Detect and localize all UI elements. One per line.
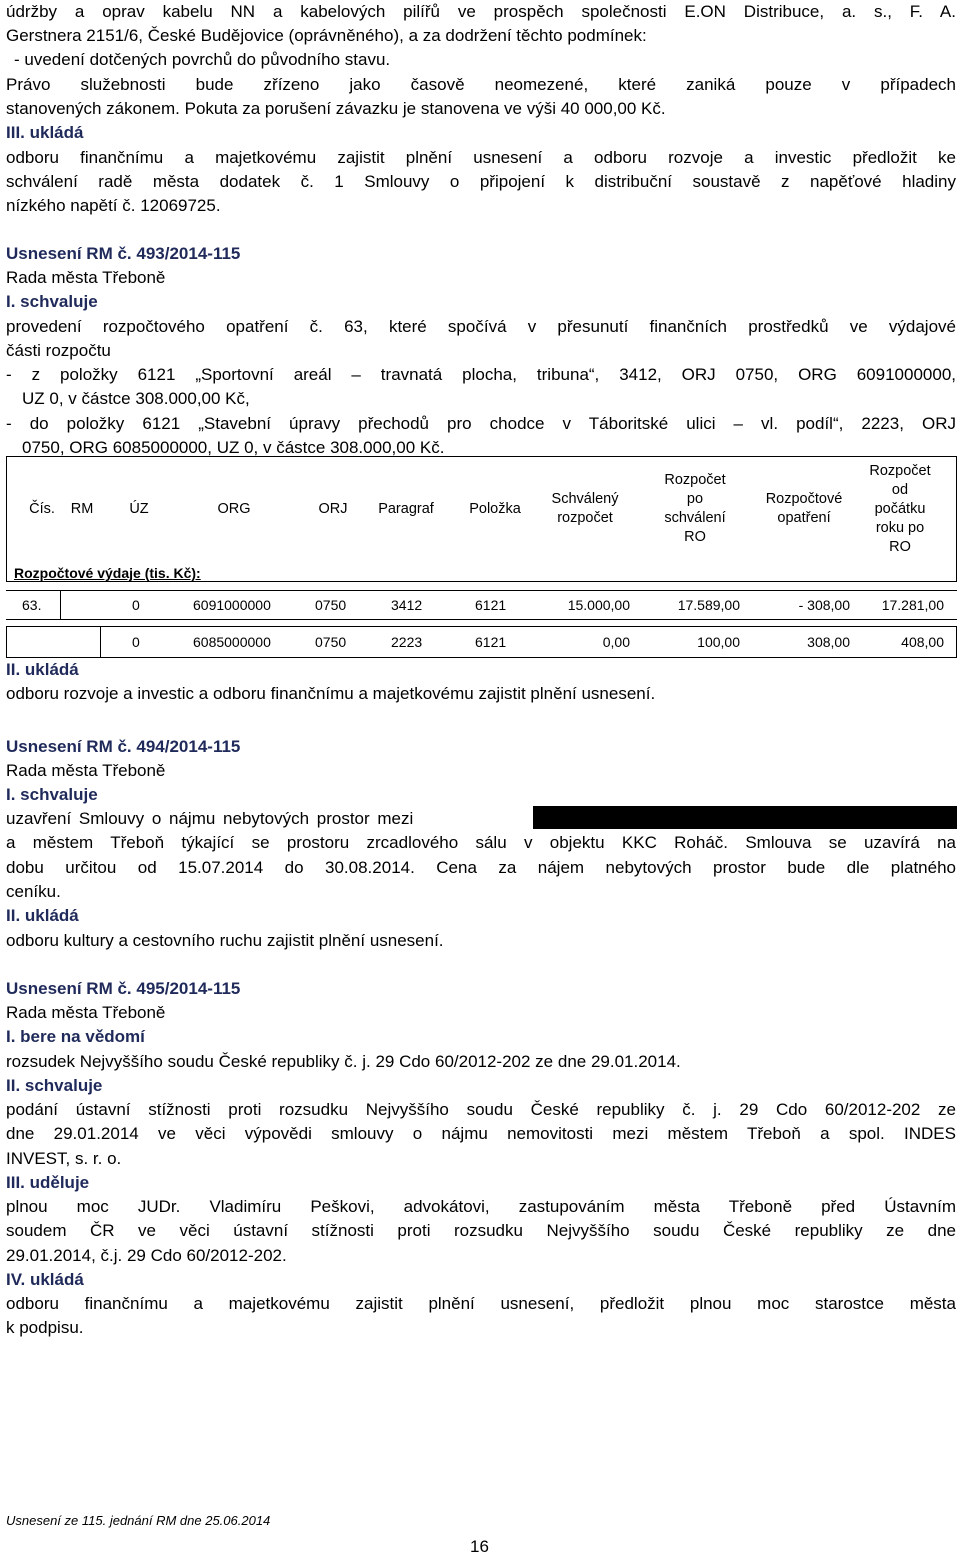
col-header-po-schvaleni: Rozpočet po schválení RO [664, 472, 726, 545]
council-name: Rada města Třeboně [6, 1003, 166, 1022]
col-header-schvaleny: Schválený rozpočet [551, 491, 619, 526]
paragraph-line: schválení radě města dodatek č. 1 Smlouvy o připojení k distribuční soustavě z napěťové hladiny [6, 172, 956, 191]
paragraph-line: dobu určitou od 15.07.2014 do 30.08.2014. Cena za nájem nebytových prostor bude dle platného [6, 858, 956, 877]
paragraph-line: - uvedení dotčených povrchů do původního stavu. [14, 50, 391, 69]
page-number: 16 [470, 1537, 489, 1556]
col-header-orj: ORJ [318, 501, 348, 517]
redaction-bar [533, 806, 957, 829]
table-cell: 6085000000 [193, 634, 271, 650]
table-cell: 6091000000 [193, 597, 271, 613]
col-header-uz: ÚZ [129, 501, 149, 517]
paragraph-line: rozsudek Nejvyššího soudu České republiky č. j. 29 Cdo 60/2012-202 ze dne 29.01.2014. [6, 1052, 681, 1071]
paragraph-line: 0750, ORG 6085000000, UZ 0, v částce 308.000,00 Kč. [22, 438, 445, 457]
table-cell: 63. [22, 597, 42, 613]
paragraph-line: soudem ČR ve věci ústavní stížnosti proti rozsudku Nejvyššího soudu České republiky ze dne [6, 1221, 956, 1240]
resolution-title: Usnesení RM č. 493/2014-115 [6, 244, 241, 263]
table-cell: 100,00 [697, 634, 740, 650]
col-header-rm: RM [70, 501, 94, 517]
section-label: Rozpočtové výdaje (tis. Kč): [14, 565, 201, 581]
col-header-cis: Čís. [29, 501, 55, 517]
table-cell: 408,00 [901, 634, 944, 650]
section-heading: I. schvaluje [6, 785, 98, 804]
section-heading: I. schvaluje [6, 292, 98, 311]
col-header-od-pocatku: Rozpočet od počátku roku po RO [869, 463, 931, 555]
paragraph-line: plnou moc JUDr. Vladimíru Peškovi, advokátovi, zastupováním města Třeboně před Ústavním [6, 1197, 956, 1216]
col-header-paragraf: Paragraf [378, 501, 434, 517]
table-cell: 17.589,00 [677, 597, 740, 613]
council-name: Rada města Třeboně [6, 268, 166, 287]
paragraph-line: podání ústavní stížnosti proti rozsudku Nejvyššího soudu České republiky č. j. 29 Cdo 60/2012-202 ze [6, 1100, 956, 1119]
paragraph-line: části rozpočtu [6, 341, 111, 360]
paragraph-line: uzavření Smlouvy o nájmu nebytových prostor mezi [6, 809, 414, 828]
table-cell: 0,00 [602, 634, 630, 650]
table-cell: 0750 [315, 597, 347, 613]
paragraph-line: Gerstnera 2151/6, České Budějovice (oprávněného), a za dodržení těchto podmínek: [6, 26, 647, 45]
table-cell: 17.281,00 [881, 597, 944, 613]
paragraph-line: a městem Třeboň týkající se prostoru zrcadlového sálu v objektu KKC Roháč. Smlouva se uzavírá na [6, 833, 956, 852]
paragraph-line: INVEST, s. r. o. [6, 1149, 122, 1168]
paragraph-line: UZ 0, v částce 308.000,00 Kč, [22, 389, 250, 408]
section-heading: III. ukládá [6, 123, 84, 142]
paragraph-line: provedení rozpočtového opatření č. 63, které spočívá v přesunutí finančních prostředků ve výdajové [6, 317, 956, 336]
section-heading: I. bere na vědomí [6, 1027, 145, 1046]
paragraph-line: odboru finančnímu a majetkovému zajistit plnění usnesení, předložit plnou moc starostce města [6, 1294, 956, 1313]
paragraph-line: - z položky 6121 „Sportovní areál – travnatá plocha, tribuna“, 3412, ORJ 0750, ORG 6091000000, [6, 365, 956, 384]
table-cell: 0750 [315, 634, 347, 650]
paragraph-line: ceníku. [6, 882, 61, 901]
paragraph-line: - do položky 6121 „Stavební úpravy přechodů pro chodce v Táboritské ulici – vl. podíl“, 2223, ORJ [6, 414, 956, 433]
table-cell: 2223 [391, 634, 423, 650]
table-cell: 308,00 [807, 634, 850, 650]
section-heading: II. ukládá [6, 660, 79, 679]
table-cell: 6121 [475, 597, 507, 613]
paragraph-line: odboru rozvoje a investic a odboru finančnímu a majetkovému zajistit plnění usnesení. [6, 684, 656, 703]
paragraph-line: nízkého napětí č. 12069725. [6, 196, 221, 215]
paragraph-line: odboru finančnímu a majetkovému zajistit plnění usnesení a odboru rozvoje a investic předložit ke [6, 148, 956, 167]
council-name: Rada města Třeboně [6, 761, 166, 780]
table-cell: 6121 [475, 634, 507, 650]
table-cell: 15.000,00 [567, 597, 630, 613]
paragraph-line: k podpisu. [6, 1318, 84, 1337]
section-heading: IV. ukládá [6, 1270, 84, 1289]
table-divider [6, 590, 957, 591]
paragraph-line: stanovených zákonem. Pokuta za porušení závazku je stanovena ve výši 40 000,00 Kč. [6, 99, 666, 118]
paragraph-line: odboru kultury a cestovního ruchu zajistit plnění usnesení. [6, 931, 444, 950]
table-cell: - 308,00 [798, 597, 850, 613]
table-cell: 3412 [391, 597, 423, 613]
table-cell: 0 [132, 597, 140, 613]
section-heading: III. uděluje [6, 1173, 90, 1192]
section-heading: II. ukládá [6, 906, 79, 925]
col-header-polozka: Položka [469, 501, 521, 517]
footer-meeting: Usnesení ze 115. jednání RM dne 25.06.2014 [6, 1513, 271, 1528]
paragraph-line: dne 29.01.2014 ve věci výpovědi smlouvy o nájmu nemovitosti mezi městem Třeboň a spol. INDES [6, 1124, 956, 1143]
table-divider [6, 619, 957, 620]
resolution-title: Usnesení RM č. 494/2014-115 [6, 737, 241, 756]
col-header-org: ORG [217, 501, 251, 517]
table-divider [60, 590, 61, 619]
table-cell: 0 [132, 634, 140, 650]
table-divider [100, 626, 101, 658]
col-header-opatreni: Rozpočtové opatření [765, 491, 843, 526]
section-heading: II. schvaluje [6, 1076, 103, 1095]
resolution-title: Usnesení RM č. 495/2014-115 [6, 979, 241, 998]
paragraph-line: údržby a oprav kabelu NN a kabelových pilířů ve prospěch společnosti E.ON Distribuce, a. s., F. A. [6, 2, 956, 21]
paragraph-line: Právo služebnosti bude zřízeno jako časově neomezené, které zaniká pouze v případech [6, 75, 956, 94]
paragraph-line: 29.01.2014, č.j. 29 Cdo 60/2012-202. [6, 1246, 287, 1265]
